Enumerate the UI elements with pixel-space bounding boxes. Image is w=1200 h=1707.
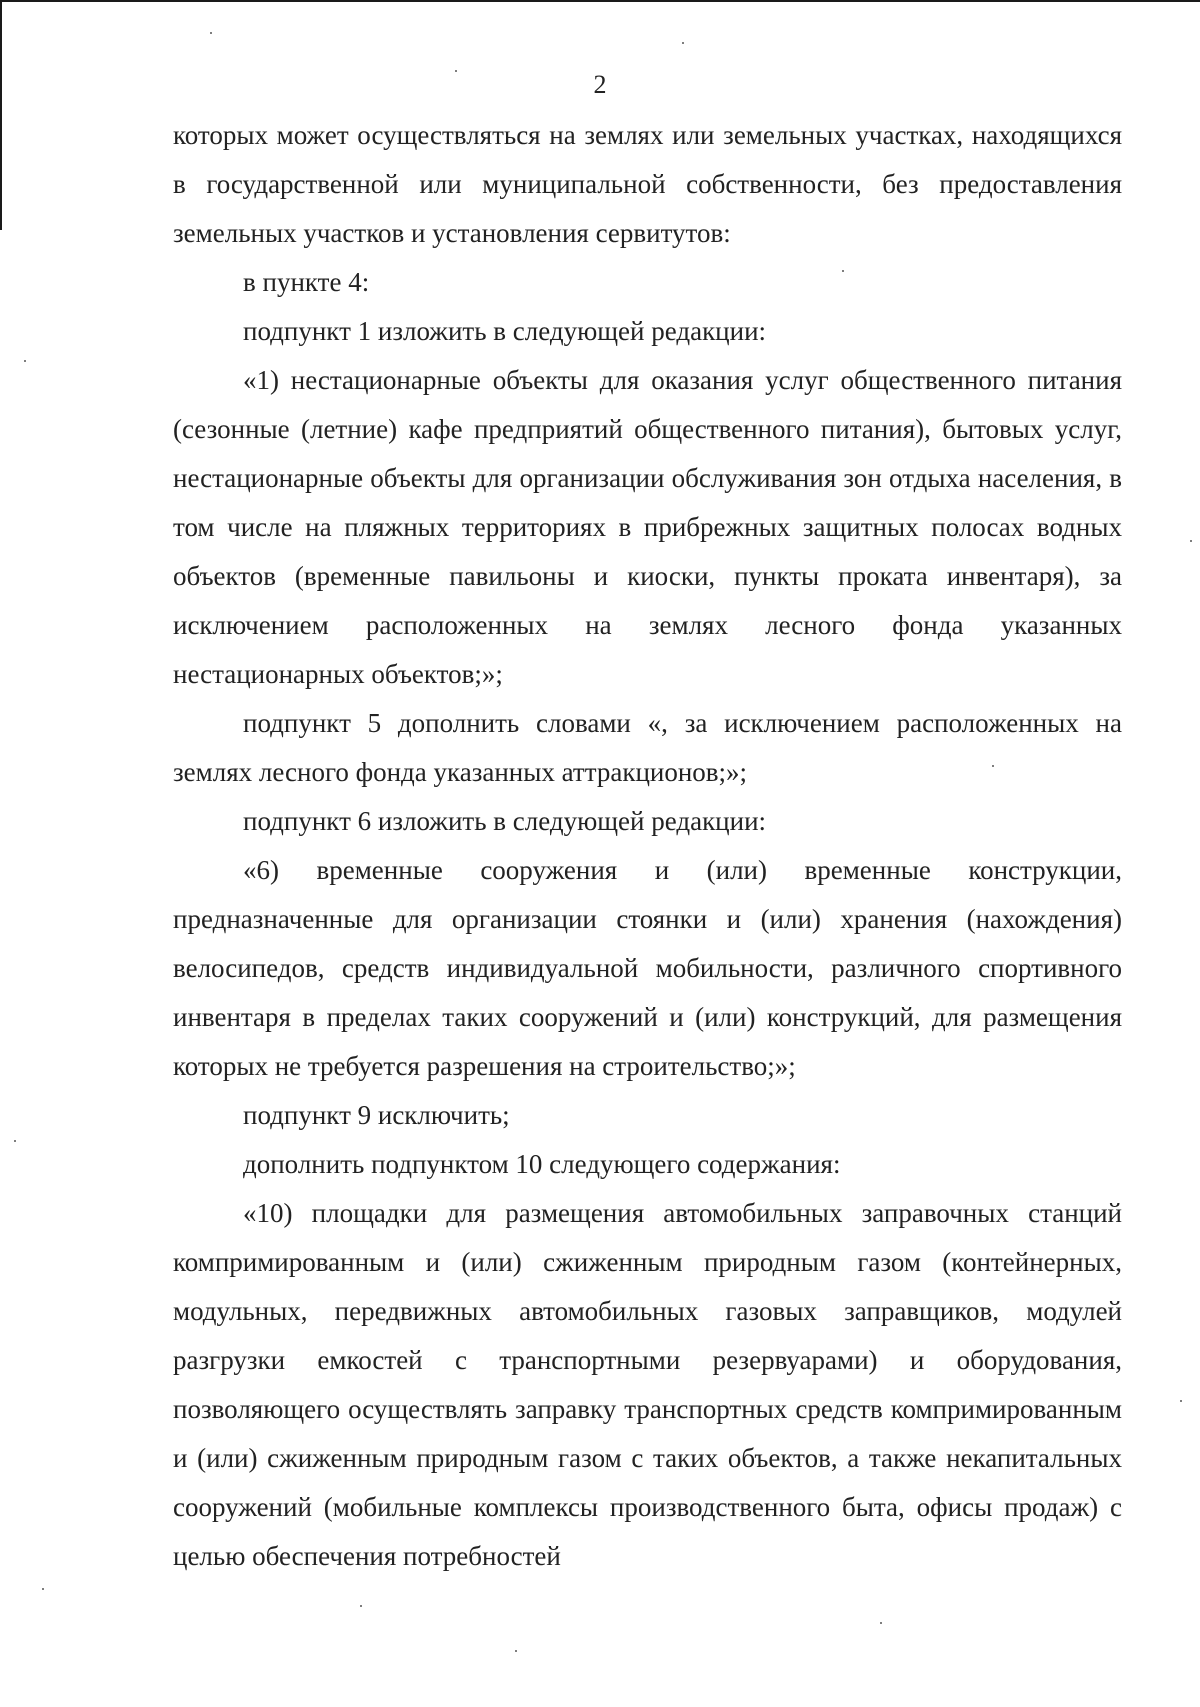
paragraph: подпункт 5 дополнить словами «, за исключением расположенных на землях лесного фонда указанных аттракционов;»; (173, 708, 1122, 787)
page-number: 2 (593, 70, 607, 99)
scan-speck (842, 270, 844, 272)
paragraph: «1) нестационарные объекты для оказания услуг общественного питания (сезонные (летние) кафе предприятий общественного питания), бытовых услуг, нестационарные объекты для организации обслуживания зон отдыха населения, в том числе на пляжных территориях в прибрежных защитных полосах водных объектов (временные павильоны и киоски, пункты проката инвентаря), за исключением расположенных на землях лесного фонда указанных нестационарных объектов;»; (173, 365, 1122, 689)
document-body (173, 111, 1122, 1581)
scan-speck (1190, 540, 1192, 542)
paragraph: подпункт 6 изложить в следующей редакции: (243, 806, 767, 836)
scan-speck (682, 42, 684, 44)
scan-edge-top (0, 0, 1200, 2)
scan-speck (880, 1622, 882, 1624)
scan-edge-left (0, 0, 2, 230)
paragraph: «10) площадки для размещения автомобильных заправочных станций компримированным и (или) сжиженным природным газом (контейнерных, модульных, передвижных автомобильных газовых заправщиков, модулей разгрузки емкостей с транспортными резервуарами) и оборудования, позволяющего осуществлять заправку транспортных средств компримированным и (или) сжиженным природным газом с таких объектов, а также некапитальных сооружений (мобильные комплексы производственного быта, офисы продаж) с целью обеспечения потребностей (173, 1198, 1122, 1571)
scan-speck (360, 1605, 362, 1607)
paragraph: дополнить подпунктом 10 следующего содержания: (243, 1149, 841, 1179)
paragraph: в пункте 4: (243, 267, 370, 297)
scan-speck (24, 360, 26, 362)
scan-speck (14, 1140, 16, 1142)
paragraph: подпункт 9 исключить; (243, 1100, 510, 1130)
paragraph-continuation: которых может осуществляться на землях или земельных участках, находящихся в государственной или муниципальной собственности, без предоставления земельных участков и установления сервитутов: (173, 120, 1122, 248)
scan-speck (1180, 1400, 1182, 1402)
scan-speck (42, 1588, 44, 1590)
paragraph: подпункт 1 изложить в следующей редакции: (243, 316, 767, 346)
scan-speck (455, 70, 457, 72)
scan-speck (515, 1650, 517, 1652)
scan-speck (210, 32, 212, 34)
paragraph: «6) временные сооружения и (или) временные конструкции, предназначенные для организации стоянки и (или) хранения (нахождения) велосипедов, средств индивидуальной мобильности, различного спортивного инвентаря в пределах таких сооружений и (или) конструкций, для размещения которых не требуется разрешения на строительство;»; (173, 855, 1122, 1081)
scan-speck (992, 765, 994, 767)
